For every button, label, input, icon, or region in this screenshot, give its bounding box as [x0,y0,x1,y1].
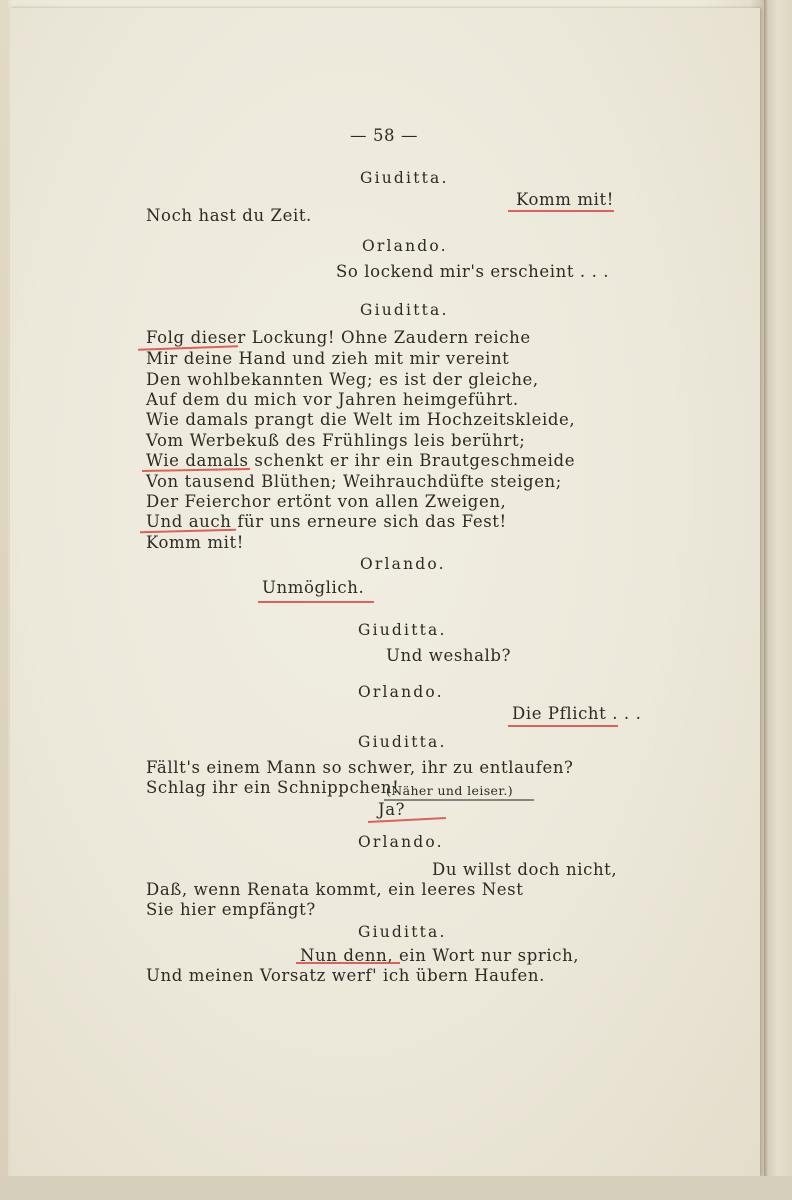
grey-pencil-underline [384,799,534,801]
speaker-label: Giuditta. [358,621,447,639]
dialogue-line: Und auch für uns erneure sich das Fest! [146,512,507,531]
dialogue-line: Sie hier empfängt? [146,900,316,919]
speaker-label: Giuditta. [360,301,449,319]
dialogue-line: Und weshalb? [386,646,512,665]
dialogue-line: Ja? [378,800,406,819]
dialogue-line: Wie damals schenkt er ihr ein Brautgeschmeide [146,451,576,470]
bottom-margin-strip [0,1176,792,1200]
red-pencil-underline [258,601,374,603]
red-pencil-underline [508,725,618,727]
left-binding-edge [0,0,8,1200]
speaker-label: Giuditta. [358,733,447,751]
dialogue-line: Folg dieser Lockung! Ohne Zaudern reiche [146,328,531,347]
speaker-label: Orlando. [358,683,444,701]
dialogue-line: So lockend mir's erscheint . . . [336,262,610,281]
speaker-label: Giuditta. [360,169,449,187]
dialogue-line: Schlag ihr ein Schnippchen! [146,778,400,797]
dialogue-line: Unmöglich. [262,578,365,597]
dialogue-line: Fällt's einem Mann so schwer, ihr zu entlaufen? [146,758,574,777]
dialogue-line: Die Pflicht . . . [512,704,642,723]
dialogue-line: Den wohlbekannten Weg; es ist der gleiche, [146,370,539,389]
next-page-edge [764,0,792,1200]
dialogue-line: Du willst doch nicht, [432,860,618,879]
stage-direction: (Näher und leiser.) [386,783,513,798]
speaker-label: Orlando. [358,833,444,851]
dialogue-line: Vom Werbekuß des Frühlings leis berührt; [146,431,526,450]
dialogue-line: Mir deine Hand und zieh mit mir vereint [146,349,510,368]
dialogue-line: Komm mit! [516,190,614,209]
dialogue-line: Noch hast du Zeit. [146,206,312,225]
dialogue-line: Und meinen Vorsatz werf' ich übern Haufen. [146,966,545,985]
dialogue-line: Von tausend Blüthen; Weihrauchdüfte steigen; [146,472,562,491]
dialogue-line: Nun denn, ein Wort nur sprich, [300,946,580,965]
page-number: — 58 — [350,126,419,145]
red-pencil-underline [508,210,614,212]
dialogue-line: Auf dem du mich vor Jahren heimgeführt. [146,390,519,409]
dialogue-line: Der Feierchor ertönt von allen Zweigen, [146,492,507,511]
dialogue-line: Wie damals prangt die Welt im Hochzeitskleide, [146,410,576,429]
dialogue-line: Komm mit! [146,533,244,552]
speaker-label: Orlando. [362,237,448,255]
speaker-label: Orlando. [360,555,446,573]
red-pencil-underline [296,962,400,964]
speaker-label: Giuditta. [358,923,447,941]
dialogue-line: Daß, wenn Renata kommt, ein leeres Nest [146,880,524,899]
